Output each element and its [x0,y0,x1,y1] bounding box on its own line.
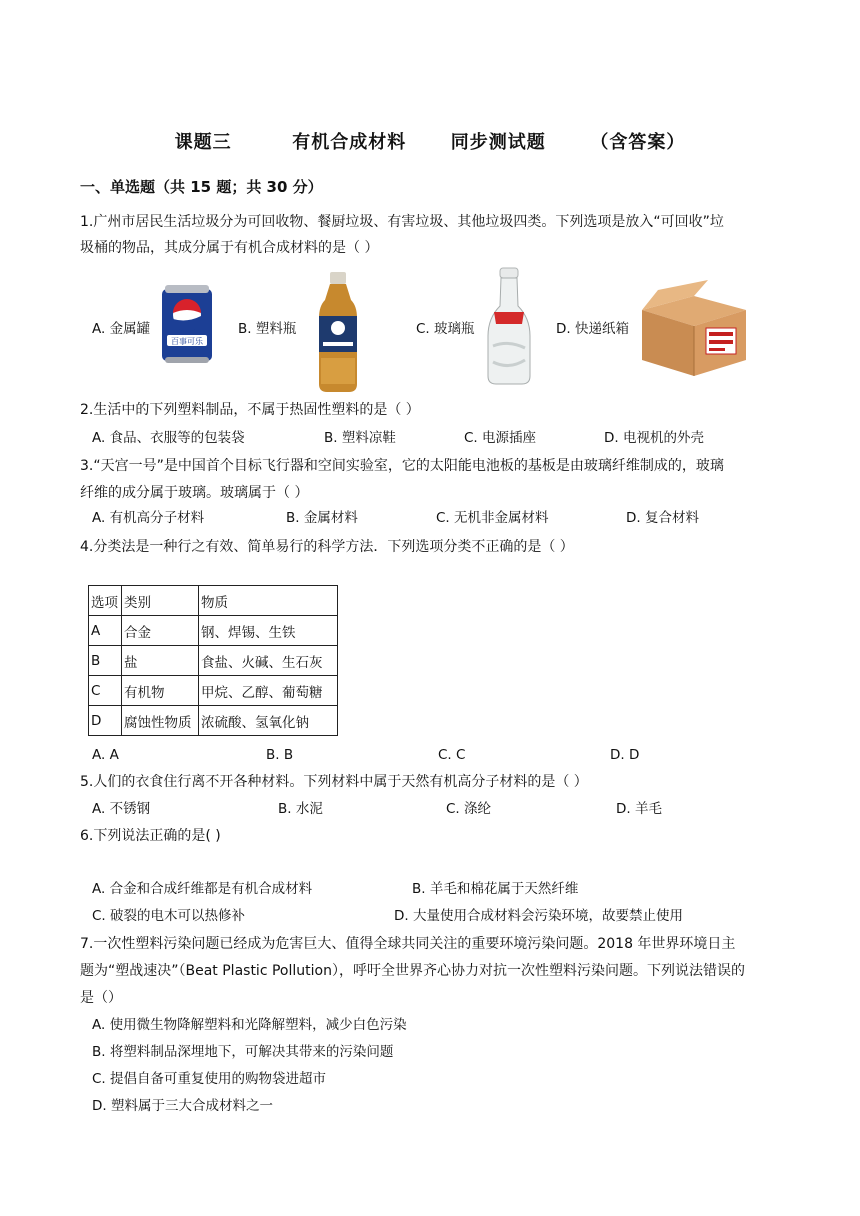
can-label: 百事可乐 [171,337,203,346]
q7-option-a[interactable]: A. 使用微生物降解塑料和光降解塑料，减少白色污染 [92,1017,407,1033]
table-cell: B [89,646,122,676]
table-header-cell: 类别 [122,586,199,616]
table-cell: 甲烷、乙醇、葡萄糖 [199,676,338,706]
table-header-cell: 物质 [199,586,338,616]
q6-option-d[interactable]: D. 大量使用合成材料会污染环境，故要禁止使用 [394,908,683,924]
cardboard-box-image [638,276,750,380]
table-header-cell: 选项 [89,586,122,616]
q7-option-b[interactable]: B. 将塑料制品深埋地下，可解决其带来的污染问题 [92,1044,394,1060]
title-part-1: 课题三 [174,132,232,153]
q5-option-b[interactable]: B. 水泥 [278,801,323,817]
q7-stem-line2: 题为“塑战速决”（Beat Plastic Pollution），呼吁全世界齐心协力对抗一次性塑料污染问题。下列说法错误的 [80,963,745,979]
q1-stem-line1: 1.广州市居民生活垃圾分为可回收物、餐厨垃圾、有害垃圾、其他垃圾四类。下列选项是放入“可回收”垃 [80,214,724,230]
q4-stem: 4.分类法是一种行之有效、简单易行的科学方法．下列选项分类不正确的是（ ） [80,539,574,555]
table-cell: 钢、焊锡、生铁 [199,616,338,646]
q1-stem-line2: 圾桶的物品，其成分属于有机合成材料的是（ ） [80,240,379,256]
q3-stem-line1: 3.“天宫一号”是中国首个目标飞行器和空间实验室，它的太阳能电池板的基板是由玻璃纤维制成的，玻璃 [80,458,724,474]
q7-stem-line1: 7.一次性塑料污染问题已经成为危害巨大、值得全球共同关注的重要环境污染问题。2018 年世界环境日主 [80,936,736,952]
title-part-4: （含答案） [590,132,686,153]
plastic-bottle-image [313,270,363,394]
table-header-row [89,586,338,616]
q1-option-d[interactable]: D. 快递纸箱 [556,321,629,337]
section-heading: 一、单选题（共 15 题；共 30 分） [80,178,323,196]
q6-stem: 6.下列说法正确的是( ) [80,828,221,844]
table-cell: D [89,706,122,736]
q7-option-d[interactable]: D. 塑料属于三大合成材料之一 [92,1098,273,1114]
q4-option-c[interactable]: C. C [438,747,466,763]
q5-option-d[interactable]: D. 羊毛 [616,801,662,817]
table-row [89,706,338,736]
table-cell: A [89,616,122,646]
q5-option-c[interactable]: C. 涤纶 [446,801,492,817]
table-row [89,646,338,676]
q3-option-c[interactable]: C. 无机非金属材料 [436,510,549,526]
q2-option-a[interactable]: A. 食品、衣服等的包装袋 [92,430,245,446]
table-cell: 食盐、火碱、生石灰 [199,646,338,676]
glass-bottle-image [484,266,534,386]
q1-option-b[interactable]: B. 塑料瓶 [238,321,297,337]
q6-option-a[interactable]: A. 合金和合成纤维都是有机合成材料 [92,881,313,897]
q1-option-a[interactable]: A. 金属罐 [92,321,151,337]
q4-option-a[interactable]: A. A [92,747,119,763]
q2-option-b[interactable]: B. 塑料凉鞋 [324,430,396,446]
q2-option-d[interactable]: D. 电视机的外壳 [604,430,704,446]
title-part-3: 同步测试题 [450,132,546,153]
q2-option-c[interactable]: C. 电源插座 [464,430,537,446]
q3-option-d[interactable]: D. 复合材料 [626,510,699,526]
q4-option-b[interactable]: B. B [266,747,294,763]
q2-stem: 2.生活中的下列塑料制品，不属于热固性塑料的是（ ） [80,402,420,418]
q6-option-c[interactable]: C. 破裂的电木可以热修补 [92,908,246,924]
page-title [0,128,860,154]
classification-table [88,585,338,736]
pepsi-can-image [161,283,213,365]
q7-option-c[interactable]: C. 提倡自备可重复使用的购物袋进超市 [92,1071,327,1087]
table-row [89,676,338,706]
table-cell: 浓硫酸、氢氧化钠 [199,706,338,736]
table-cell: 盐 [122,646,199,676]
title-part-2: 有机合成材料 [292,132,407,153]
q7-stem-line3: 是（） [80,990,122,1006]
q3-option-a[interactable]: A. 有机高分子材料 [92,510,205,526]
q3-option-b[interactable]: B. 金属材料 [286,510,358,526]
q1-option-c[interactable]: C. 玻璃瓶 [416,321,475,337]
q5-option-a[interactable]: A. 不锈钢 [92,801,151,817]
table-cell: 有机物 [122,676,199,706]
table-row [89,616,338,646]
table-cell: C [89,676,122,706]
table-cell: 合金 [122,616,199,646]
q5-stem: 5.人们的衣食住行离不开各种材料。下列材料中属于天然有机高分子材料的是（ ） [80,774,588,790]
q6-option-b[interactable]: B. 羊毛和棉花属于天然纤维 [412,881,579,897]
table-cell: 腐蚀性物质 [122,706,199,736]
q3-stem-line2: 纤维的成分属于玻璃。玻璃属于（ ） [80,485,309,501]
q4-option-d[interactable]: D. D [610,747,640,763]
